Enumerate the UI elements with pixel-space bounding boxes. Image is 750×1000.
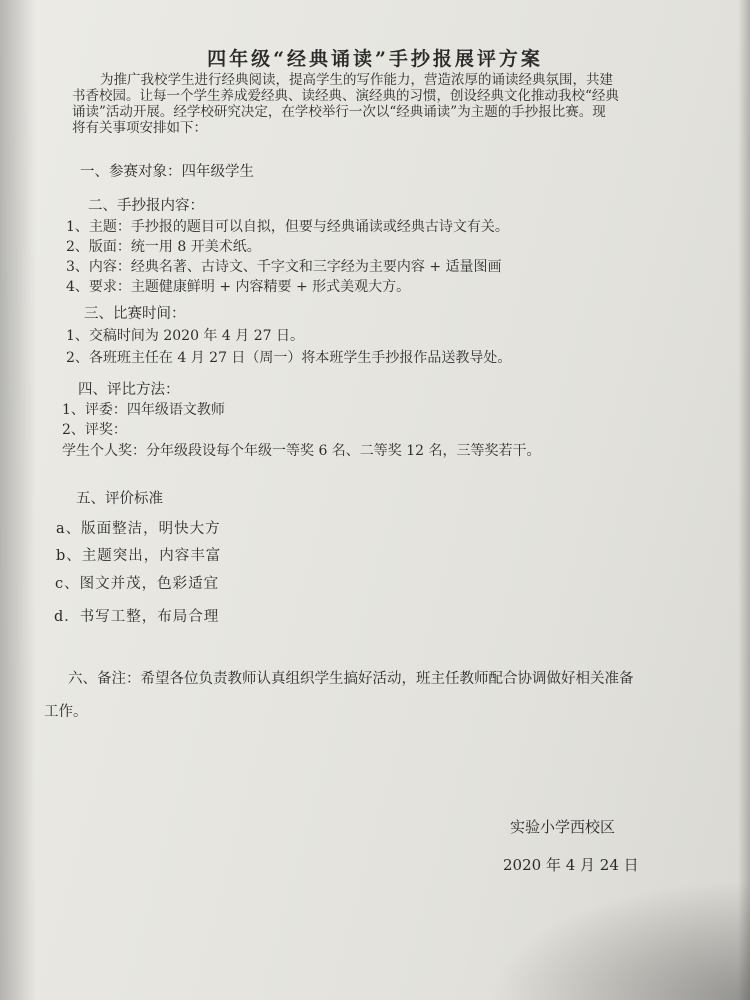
criteria-item: c、图文并茂，色彩适宜 bbox=[55, 576, 220, 592]
time-item: 2、各班班主任在 4 月 27 日（周一）将本班学生手抄报作品送教导处。 bbox=[66, 350, 512, 366]
section-time-heading: 三、比赛时间： bbox=[84, 306, 186, 322]
intro-paragraph bbox=[72, 72, 668, 136]
criteria-item: a、版面整洁，明快大方 bbox=[56, 521, 221, 537]
judging-item: 学生个人奖：分年级段设每个年级一等奖 6 名、二等奖 12 名，三等奖若干。 bbox=[62, 443, 541, 459]
intro-line: 为推广我校学生进行经典阅读，提高学生的写作能力，营造浓厚的诵读经典氛围，共建 bbox=[100, 72, 613, 88]
section-judging-heading: 四、评比方法： bbox=[78, 382, 180, 398]
page-edge-right bbox=[738, 0, 750, 1000]
section-remarks-continued: 工作。 bbox=[44, 704, 88, 720]
content-item: 4、要求：主题健康鲜明 + 内容精要 + 形式美观大方。 bbox=[66, 279, 411, 295]
section-criteria-heading: 五、评价标准 bbox=[76, 491, 163, 507]
document-title: 四年级“经典诵读”手抄报展评方案 bbox=[207, 48, 543, 70]
time-item: 1、交稿时间为 2020 年 4 月 27 日。 bbox=[66, 328, 304, 344]
content-item: 2、版面：统一用 8 开美术纸。 bbox=[66, 239, 261, 255]
content-item: 1、主题：手抄报的题目可以自拟，但要与经典诵读或经典古诗文有关。 bbox=[66, 219, 509, 235]
intro-line: 书香校园。让每一个学生养成爱经典、读经典、演经典的习惯，创设经典文化推动我校“经典 bbox=[72, 88, 619, 104]
judging-item: 2、评奖： bbox=[62, 422, 127, 438]
section-remarks: 六、备注：希望各位负责教师认真组织学生搞好活动，班主任教师配合协调做好相关准备 bbox=[68, 671, 634, 687]
section-participants: 一、参赛对象：四年级学生 bbox=[80, 164, 254, 180]
section-content-heading: 二、手抄报内容： bbox=[88, 198, 204, 214]
page-shadow-left bbox=[0, 0, 36, 1000]
signature-date: 2020 年 4 月 24 日 bbox=[503, 856, 639, 874]
criteria-item: d．书写工整，布局合理 bbox=[54, 609, 220, 625]
criteria-item: b、主题突出，内容丰富 bbox=[56, 548, 222, 564]
judging-item: 1、评委：四年级语文教师 bbox=[62, 402, 225, 418]
content-item: 3、内容：经典名著、古诗文、千字文和三字经为主要内容 + 适量图画 bbox=[66, 259, 502, 275]
intro-line: 诵读”活动开展。经学校研究决定，在学校举行一次以“经典诵读”为主题的手抄报比赛。现 bbox=[72, 104, 606, 120]
page-shadow-bottom-right bbox=[490, 880, 750, 1000]
intro-line: 将有关事项安排如下： bbox=[72, 120, 207, 136]
signature-school: 实验小学西校区 bbox=[510, 818, 616, 836]
